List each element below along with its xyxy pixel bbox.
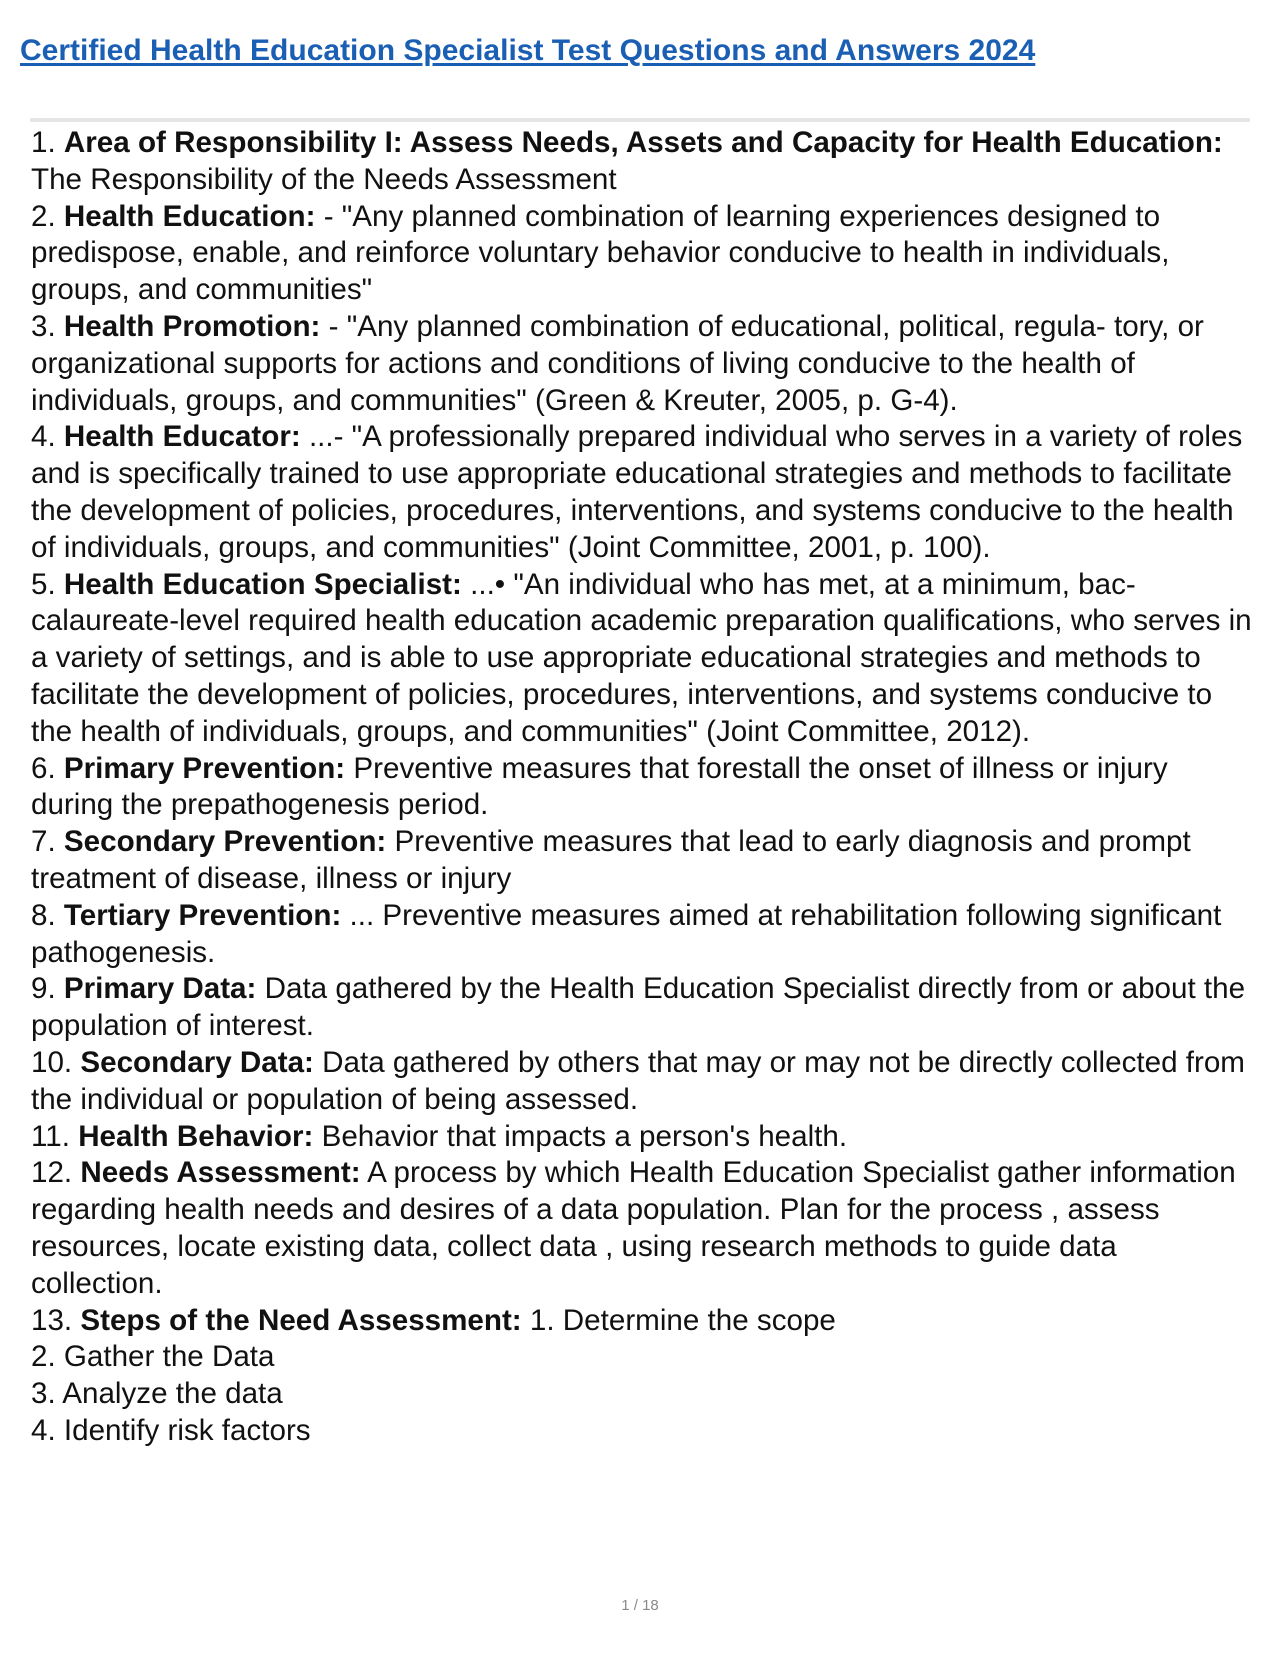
- qa-item-3: [31, 309, 1256, 419]
- document-title-link[interactable]: Certified Health Education Specialist Test Questions and Answers 2024: [20, 34, 1036, 67]
- item-term: Health Educator:: [63, 420, 301, 454]
- item-term: Secondary Prevention:: [63, 825, 387, 859]
- qa-item-13: [31, 1303, 1256, 1340]
- item-term: Primary Prevention:: [63, 751, 346, 785]
- item-term: Health Promotion:: [63, 309, 321, 343]
- qa-list: [31, 125, 1256, 1450]
- item-term: Health Education:: [63, 199, 316, 233]
- qa-item-10: [31, 1045, 1256, 1119]
- item-number: 2.: [31, 199, 56, 233]
- item-answer: A process by which Health Education Specialist gather information regarding health needs and desires of a data population. Plan for the process , assess resources, locate existing data, collect data , using research methods to guide data collection.: [31, 1156, 1236, 1300]
- item-term: Health Education Specialist:: [63, 567, 462, 601]
- item-number: 6.: [31, 751, 56, 785]
- qa-item-1: [31, 125, 1256, 199]
- item-number: 7.: [31, 825, 56, 859]
- qa-item-5: [31, 567, 1256, 751]
- item-number: 11.: [31, 1119, 70, 1153]
- answer-continuation-line: 3. Analyze the data: [31, 1377, 283, 1411]
- item-term: Primary Data:: [63, 972, 257, 1006]
- item-number: 9.: [31, 972, 56, 1006]
- item-number: 1.: [31, 126, 56, 159]
- item-number: 12.: [31, 1156, 73, 1190]
- item-term: Health Behavior:: [78, 1119, 314, 1153]
- item-answer: - "Any planned combination of educational, political, regula- tory, or organizational supports for actions and conditions of living conducive to the health of individuals, groups, and communities" (Green & Kreuter, 2005, p. G-4).: [31, 309, 1204, 417]
- qa-item-9: [31, 971, 1256, 1045]
- item-answer: ... Preventive measures aimed at rehabilitation following significant pathogenesis.: [31, 898, 1222, 969]
- item-answer: Data gathered by the Health Education Specialist directly from or about the population of interest.: [31, 972, 1246, 1043]
- answer-continuation-line: 2. Gather the Data: [31, 1340, 275, 1374]
- title-divider: [30, 118, 1250, 122]
- item-answer: Behavior that impacts a person's health.: [321, 1119, 848, 1153]
- item-answer: Data gathered by others that may or may not be directly collected from the individual or population of being assessed.: [31, 1045, 1245, 1116]
- qa-item-4: [31, 419, 1256, 566]
- answer-continuation-line: 4. Identify risk factors: [31, 1413, 311, 1447]
- qa-item-7: [31, 824, 1256, 898]
- item-number: 5.: [31, 567, 56, 601]
- item-number: 13.: [31, 1303, 73, 1337]
- item-answer: Preventive measures that lead to early diagnosis and prompt treatment of disease, illness or injury: [31, 825, 1191, 895]
- item-answer: ...- "A professionally prepared individual who serves in a variety of roles and is specifically trained to use appropriate educational strategies and methods to facilitate the development of policies, procedures, interventions, and systems conducive to the health of individuals, groups, and communities" (Joint Committee, 2001, p. 100).: [31, 420, 1243, 564]
- item-number: 8.: [31, 898, 56, 932]
- item-answer: Preventive measures that forestall the onset of illness or injury during the prepathogenesis period.: [31, 751, 1168, 822]
- qa-item-12: [31, 1155, 1256, 1302]
- qa-item-2: [31, 199, 1256, 309]
- page-number: 1 / 18: [621, 1597, 659, 1614]
- item-answer: 1. Determine the scope: [529, 1303, 836, 1337]
- item-answer: The Responsibility of the Needs Assessment: [31, 162, 617, 196]
- item-number: 3.: [31, 309, 56, 343]
- item-term: Secondary Data:: [80, 1045, 314, 1079]
- item-number: 4.: [31, 420, 56, 454]
- item-term: Tertiary Prevention:: [63, 898, 342, 932]
- item-term: Needs Assessment:: [80, 1156, 361, 1190]
- item-term: Steps of the Need Assessment:: [80, 1303, 522, 1337]
- item-term: Area of Responsibility I: Assess Needs, Assets and Capacity for Health Education:: [63, 126, 1223, 159]
- qa-item-8: [31, 898, 1256, 972]
- qa-item-11: [31, 1119, 1256, 1156]
- qa-item-6: [31, 751, 1256, 825]
- item-answer: - "Any planned combination of learning experiences designed to predispose, enable, and reinforce voluntary behavior conducive to health in individuals, groups, and communities": [31, 199, 1170, 307]
- item-answer: ...• "An individual who has met, at a minimum, bac- calaureate-level required health education academic preparation qualifications, who serves in a variety of settings, and is able to use appropriate educational strategies and methods to facilitate the development of policies, procedures, interventions, and systems conducive to the health of individuals, groups, and communities" (Joint Committee, 2012).: [31, 567, 1252, 748]
- item-number: 10.: [31, 1045, 73, 1079]
